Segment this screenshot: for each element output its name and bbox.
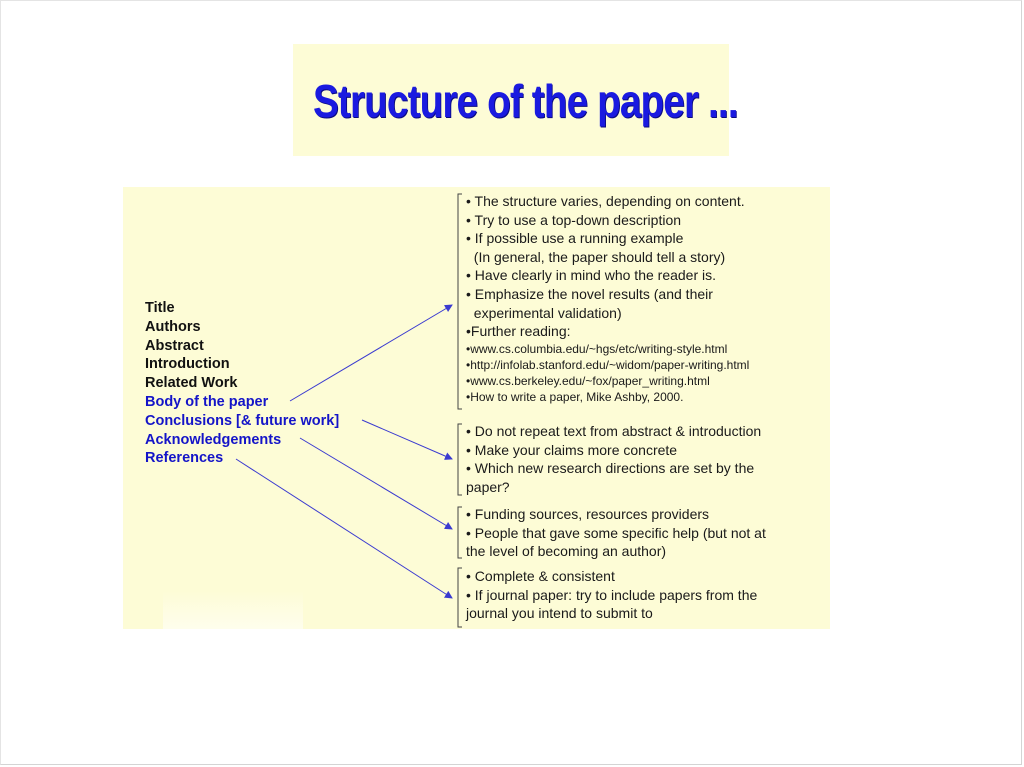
- slide-title: Structure of the paper ...: [313, 75, 738, 127]
- further-reading-link: •How to write a paper, Mike Ashby, 2000.: [466, 389, 684, 404]
- conclusions-note: • Which new research directions are set by the: [466, 460, 755, 477]
- acknowledgements-note: the level of becoming an author): [466, 543, 667, 560]
- panel-fade: [163, 591, 303, 629]
- acknowledgements-note: • People that gave some specific help (but not at: [466, 524, 766, 541]
- further-reading-link: •www.cs.berkeley.edu/~fox/paper_writing.html: [466, 373, 710, 388]
- body-note: • If possible use a running example: [466, 230, 684, 247]
- paper-outline-list: [145, 299, 339, 468]
- conclusions-note: • Make your claims more concrete: [466, 441, 678, 458]
- references-note: • If journal paper: try to include papers from the: [466, 586, 758, 603]
- body-note: • Try to use a top-down description: [466, 211, 682, 228]
- outline-item-title: Title: [145, 300, 175, 316]
- conclusions-note: paper?: [466, 478, 510, 495]
- outline-item-conclusions: Conclusions [& future work]: [145, 412, 340, 429]
- body-note: • The structure varies, depending on content.: [466, 193, 745, 209]
- outline-item-references: References: [145, 450, 224, 467]
- references-note: journal you intend to submit to: [466, 605, 653, 622]
- outline-item-body: Body of the paper: [145, 393, 269, 410]
- body-note: •Further reading:: [466, 323, 571, 340]
- outline-item-acknowledgements: Acknowledgements: [145, 431, 282, 448]
- body-note: experimental validation): [466, 304, 622, 321]
- body-notes: [466, 192, 749, 405]
- acknowledgements-note: • Funding sources, resources providers: [466, 506, 710, 522]
- outline-item-introduction: Introduction: [145, 356, 230, 373]
- body-note: • Emphasize the novel results (and their: [466, 285, 713, 302]
- references-notes: [466, 567, 757, 623]
- further-reading-link: •http://infolab.stanford.edu/~widom/paper-writing.html: [466, 357, 750, 372]
- outline-item-related-work: Related Work: [145, 375, 238, 392]
- further-reading-link: •www.cs.columbia.edu/~hgs/etc/writing-style.html: [466, 341, 728, 356]
- outline-item-authors: Authors: [145, 318, 201, 335]
- acknowledgements-notes: [466, 505, 766, 561]
- references-note: • Complete & consistent: [466, 568, 615, 584]
- outline-item-abstract: Abstract: [145, 337, 204, 354]
- conclusions-notes: [466, 422, 761, 496]
- body-note: (In general, the paper should tell a story): [466, 248, 726, 265]
- body-note: • Have clearly in mind who the reader is.: [466, 267, 717, 284]
- conclusions-note: • Do not repeat text from abstract & introduction: [466, 423, 762, 439]
